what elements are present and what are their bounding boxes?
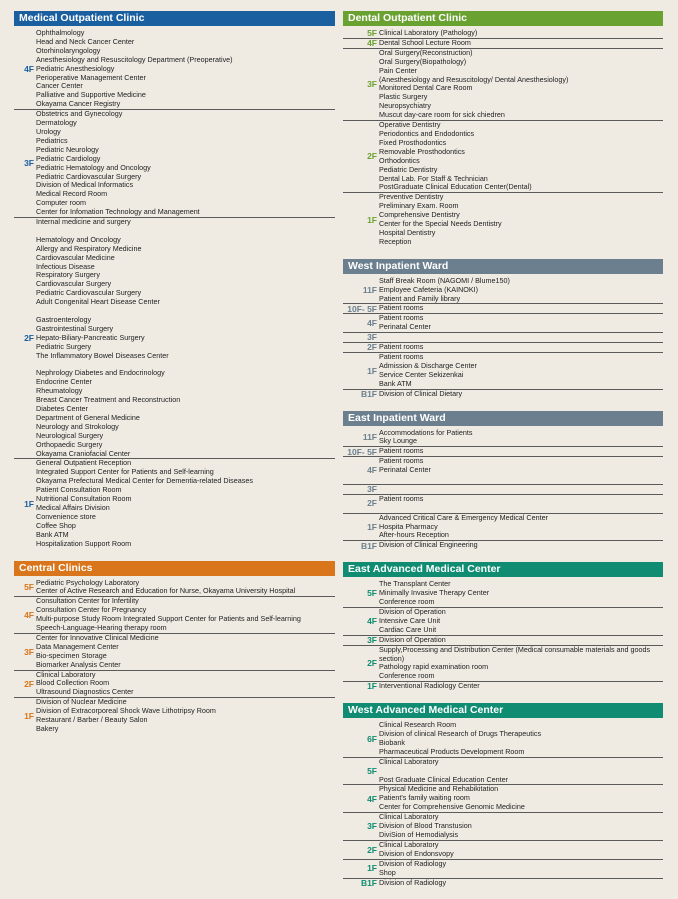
floor-group bbox=[343, 457, 663, 485]
floor-items bbox=[379, 304, 663, 313]
directory-item: Obstetrics and Gynecology bbox=[36, 110, 123, 119]
directory-item: Nutritional Consultation Room bbox=[36, 495, 132, 504]
floor-group bbox=[343, 495, 663, 514]
floor-group bbox=[343, 879, 663, 888]
directory-item: Bakery bbox=[36, 725, 59, 734]
directory-item: Pediatrics bbox=[36, 136, 68, 145]
directory-item: Rheumatology bbox=[36, 387, 83, 396]
floor-label: 2F bbox=[367, 844, 377, 855]
directory-item: Division of Blood Transtusion bbox=[379, 822, 472, 831]
directory-item: Division of clinical Research of Drugs Therapeutics bbox=[379, 730, 542, 739]
directory-item: Clinical Laboratory bbox=[379, 840, 439, 849]
floor-group bbox=[343, 121, 663, 193]
directory-item: Neuropsychiatry bbox=[379, 102, 431, 111]
directory-item: Cardiovascular Surgery bbox=[36, 280, 112, 289]
floor-label: B1F bbox=[360, 388, 377, 399]
floor-label: 5F bbox=[367, 765, 377, 776]
directory-item: Ultrasound Diagnostics Center bbox=[36, 688, 134, 697]
floor-items bbox=[379, 541, 663, 550]
directory-item: Dermatology bbox=[36, 119, 77, 128]
directory-item: Cardiac Care Unit bbox=[379, 625, 437, 634]
directory-item: Patient rooms bbox=[379, 304, 424, 313]
floor-group bbox=[343, 636, 663, 646]
floor-label: 1F bbox=[367, 365, 377, 376]
directory-item: Patient rooms bbox=[379, 457, 424, 466]
section-header: Dental Outpatient Clinic bbox=[343, 11, 663, 26]
directory-item: Accommodations for Patients bbox=[379, 428, 473, 437]
directory-item: Patient's family waiting room bbox=[379, 794, 470, 803]
directory-item: PostGraduate Clinical Education Center(Dental) bbox=[379, 183, 532, 192]
spacer bbox=[379, 475, 663, 484]
directory-item: Intensive Care Unit bbox=[379, 616, 441, 625]
directory-item: Interventional Radiology Center bbox=[379, 682, 480, 691]
directory-item: Diabetes Center bbox=[36, 405, 88, 414]
directory-item: Pediatric Dentistry bbox=[379, 165, 438, 174]
directory-item: Admission & Discharge Center bbox=[379, 361, 477, 370]
section-medical-outpatient-clinic bbox=[14, 11, 335, 549]
directory-item: Oral Surgery(Reconstruction) bbox=[379, 48, 473, 57]
spacer bbox=[36, 361, 335, 370]
directory-item: Center for Infomation Technology and Management bbox=[36, 208, 200, 217]
directory-item: Dental School Lecture Room bbox=[379, 38, 471, 47]
directory-item: Division of Nuclear Medicine bbox=[36, 698, 127, 707]
right-column bbox=[343, 11, 663, 899]
directory-item: Consultation Center for Infertility bbox=[36, 597, 139, 606]
section-header: Central Clinics bbox=[14, 561, 335, 576]
directory-item: Hospitalization Support Room bbox=[36, 539, 132, 548]
directory-item: Gastrointestinal Surgery bbox=[36, 324, 114, 333]
floor-label: 1F bbox=[367, 214, 377, 225]
directory-item: Patient rooms bbox=[379, 494, 424, 503]
directory-item: Bio-specimen Storage bbox=[36, 651, 107, 660]
directory-item: Post Graduate Clinical Education Center bbox=[379, 775, 509, 784]
floor-label: 10F- 5F bbox=[347, 303, 377, 314]
directory-item: Division of Clinical Dietary bbox=[379, 389, 463, 398]
section-header: West Advanced Medical Center bbox=[343, 703, 663, 718]
spacer bbox=[379, 504, 663, 513]
directory-item: Fixed Prosthodontics bbox=[379, 138, 447, 147]
directory-item: Center for Innovative Clinical Medicine bbox=[36, 633, 159, 642]
directory-item: Pain Center bbox=[379, 66, 417, 75]
floor-items bbox=[379, 721, 663, 757]
directory-item: Plastic Surgery bbox=[379, 93, 428, 102]
directory-item: The Transplant Center bbox=[379, 580, 451, 589]
directory-item: Hepato-Biliary-Pancreatic Surgery bbox=[36, 333, 145, 342]
directory-item: Pediatric Anesthesiology bbox=[36, 64, 115, 73]
floor-items bbox=[379, 813, 663, 840]
floor-items bbox=[379, 39, 663, 48]
directory-item: Convenience store bbox=[36, 512, 96, 521]
floor-items bbox=[379, 390, 663, 399]
directory-item: Pediatric Neurology bbox=[36, 145, 99, 154]
directory-item: Clinical Laboratory bbox=[379, 813, 439, 822]
directory-item: Okayama Prefectural Medical Center for Dementia-related Diseases bbox=[36, 477, 253, 486]
directory-item: Multi-purpose Study Room Integrated Support Center for Patients and Self-learning bbox=[36, 615, 301, 624]
floor-items bbox=[379, 29, 663, 38]
directory-item: Patient Consultation Room bbox=[36, 486, 122, 495]
floor-items bbox=[379, 682, 663, 691]
floor-label: 3F bbox=[367, 332, 377, 343]
directory-item: Reception bbox=[379, 237, 412, 246]
directory-item: Otorhinolaryngology bbox=[36, 46, 101, 55]
directory-item: Cardiovascular Medicine bbox=[36, 253, 115, 262]
directory-item: Patient rooms bbox=[379, 314, 424, 323]
floor-label: 11F bbox=[362, 284, 377, 295]
floor-group bbox=[343, 841, 663, 860]
directory-item: Pediatric Cardiovascular Surgery bbox=[36, 172, 142, 181]
directory-item: Periodontics and Endodontics bbox=[379, 129, 475, 138]
floor-items bbox=[36, 218, 335, 458]
directory-item: Advanced Critical Care & Emergency Medical Center bbox=[379, 513, 548, 522]
spacer bbox=[379, 333, 663, 342]
floor-items bbox=[379, 758, 663, 785]
floor-items bbox=[379, 457, 663, 484]
section-east-advanced-medical-center bbox=[343, 562, 663, 691]
directory-item: Patient and Family library bbox=[379, 294, 461, 303]
directory-item: Center for the Special Needs Dentistry bbox=[379, 220, 502, 229]
floor-label: 4F bbox=[367, 616, 377, 627]
directory-item: Minimally Invasive Therapy Center bbox=[379, 589, 490, 598]
directory-item: Preventive Dentistry bbox=[379, 193, 444, 202]
floor-group bbox=[14, 29, 335, 110]
directory-item: Clinical Research Room bbox=[379, 721, 457, 730]
floor-label: 3F bbox=[367, 634, 377, 645]
floor-group bbox=[343, 39, 663, 49]
directory-item: The Inflammatory Bowel Diseases Center bbox=[36, 351, 169, 360]
section-header: Medical Outpatient Clinic bbox=[14, 11, 335, 26]
directory-item: Okayama Craniofacial Center bbox=[36, 449, 131, 458]
floor-items bbox=[36, 698, 335, 734]
directory-item: Infectious Disease bbox=[36, 262, 95, 271]
floor-items bbox=[379, 447, 663, 456]
floor-label: 1F bbox=[367, 863, 377, 874]
directory-item: Service Center Sekizenkai bbox=[379, 370, 464, 379]
floor-group bbox=[14, 634, 335, 671]
section-header: East Inpatient Ward bbox=[343, 411, 663, 426]
directory-item: Dental Lab. For Staff & Technician bbox=[379, 174, 488, 183]
directory-item: Nephrology Diabetes and Endocrinology bbox=[36, 369, 165, 378]
directory-item: Gastroenterology bbox=[36, 315, 92, 324]
directory-item: Data Management Center bbox=[36, 642, 119, 651]
floor-label: 2F bbox=[367, 498, 377, 509]
floor-label: 2F bbox=[367, 342, 377, 353]
floor-items bbox=[379, 314, 663, 332]
directory-item: Physical Medicine and Rehabikitation bbox=[379, 785, 499, 794]
floor-label: 3F bbox=[367, 484, 377, 495]
floor-group bbox=[343, 860, 663, 879]
directory-item: Okayama Cancer Registry bbox=[36, 100, 121, 109]
directory-item: Pediatric Psychology Laboratory bbox=[36, 578, 140, 587]
floor-group bbox=[14, 110, 335, 218]
directory-item: DiviSion of Hemodialysis bbox=[379, 830, 459, 839]
directory-item: Internal medicine and surgery bbox=[36, 218, 131, 227]
directory-item: Oral Surgery(Biopathology) bbox=[379, 57, 467, 66]
floor-label: B1F bbox=[360, 877, 377, 888]
directory-item: Neurological Surgery bbox=[36, 431, 104, 440]
directory-item: Computer room bbox=[36, 199, 86, 208]
floor-group bbox=[343, 514, 663, 542]
floor-label: 1F bbox=[24, 710, 34, 721]
floor-items bbox=[36, 579, 335, 597]
section-header: East Advanced Medical Center bbox=[343, 562, 663, 577]
floor-label: 4F bbox=[367, 465, 377, 476]
floor-items bbox=[379, 646, 663, 682]
floor-items bbox=[36, 110, 335, 217]
floor-group bbox=[343, 429, 663, 448]
directory-item: Patient rooms bbox=[379, 343, 424, 352]
directory-item: Hospita Pharmacy bbox=[379, 522, 438, 531]
floor-items bbox=[379, 636, 663, 645]
floor-items bbox=[379, 879, 663, 888]
directory-item: Pathology rapid examination room bbox=[379, 663, 489, 672]
section-west-inpatient-ward bbox=[343, 259, 663, 399]
directory-item: Ophthalmology bbox=[36, 29, 85, 37]
floor-label: 4F bbox=[367, 38, 377, 49]
directory-item: Preliminary Exam. Room bbox=[379, 202, 459, 211]
floor-items bbox=[379, 514, 663, 541]
directory-item: (Anesthesiology and Resuscitology/ Dental Anesthesiology) bbox=[379, 75, 569, 84]
floor-group bbox=[14, 597, 335, 634]
directory-item: Speech-Language-Hearing therapy room bbox=[36, 624, 167, 633]
directory-item: Conference room bbox=[379, 672, 435, 681]
floor-group bbox=[343, 343, 663, 353]
directory-item: Medical Record Room bbox=[36, 190, 108, 199]
directory-item: Pediatric Cardiology bbox=[36, 154, 101, 163]
directory-item: Allergy and Respiratory Medicine bbox=[36, 244, 142, 253]
floor-label: 3F bbox=[24, 646, 34, 657]
directory-item: Bank ATM bbox=[36, 530, 69, 539]
floor-items bbox=[36, 671, 335, 698]
directory-item: General Outpatient Reception bbox=[36, 459, 132, 468]
directory-item: Perinatal Center bbox=[379, 466, 431, 475]
floor-group bbox=[343, 541, 663, 550]
floor-group bbox=[14, 698, 335, 734]
directory-item: Hematology and Oncology bbox=[36, 235, 121, 244]
floor-items bbox=[379, 495, 663, 513]
directory-item: Operative Dentistry bbox=[379, 121, 441, 130]
directory-item: Division of Clinical Engineering bbox=[379, 541, 478, 550]
directory-item: Breast Cancer Treatment and Reconstruction bbox=[36, 396, 181, 405]
directory-item: Anesthesiology and Resuscitology Department (Preoperative) bbox=[36, 55, 233, 64]
directory-item: Bank ATM bbox=[379, 379, 412, 388]
floor-group bbox=[343, 646, 663, 683]
floor-group bbox=[343, 785, 663, 813]
spacer bbox=[36, 227, 335, 236]
floor-items bbox=[379, 277, 663, 304]
section-central-clinics bbox=[14, 561, 335, 734]
directory-item: Division of Medical Informatics bbox=[36, 181, 134, 190]
spacer bbox=[36, 307, 335, 316]
floor-items bbox=[36, 29, 335, 109]
floor-group bbox=[343, 49, 663, 121]
floor-group bbox=[343, 353, 663, 390]
floor-group bbox=[343, 333, 663, 343]
floor-items bbox=[379, 49, 663, 120]
directory-item: Comprehensive Dentistry bbox=[379, 211, 460, 220]
floor-items bbox=[379, 580, 663, 607]
directory-item: Muscut day-care room for sick chiedren bbox=[379, 111, 505, 120]
directory-item: Division of Extracorporeal Shock Wave Lithotripsy Room bbox=[36, 707, 216, 716]
directory-item: Division of Operation bbox=[379, 635, 446, 644]
floor-group bbox=[343, 608, 663, 636]
floor-items bbox=[36, 597, 335, 633]
floor-items bbox=[36, 459, 335, 548]
directory-item: Clinical Laboratory bbox=[379, 757, 439, 766]
floor-label: 5F bbox=[24, 582, 34, 593]
floor-group bbox=[343, 447, 663, 457]
directory-item: Center for Comprehensive Genomic Medicine bbox=[379, 803, 525, 812]
floor-items bbox=[379, 608, 663, 635]
directory-item: Pediatric Surgery bbox=[36, 342, 92, 351]
floor-group bbox=[343, 721, 663, 758]
directory-item: Head and Neck Cancer Center bbox=[36, 37, 135, 46]
floor-group bbox=[343, 193, 663, 246]
floor-items bbox=[379, 485, 663, 494]
directory-item: After-hours Reception bbox=[379, 531, 449, 540]
floor-group bbox=[343, 390, 663, 399]
directory-item: Patient rooms bbox=[379, 352, 424, 361]
directory-item: Adult Congenital Heart Disease Center bbox=[36, 298, 160, 307]
floor-group bbox=[343, 758, 663, 786]
left-column bbox=[14, 11, 335, 746]
directory-item: Employee Cafeteria (KAINOKI) bbox=[379, 285, 479, 294]
floor-group bbox=[14, 671, 335, 699]
floor-label: 2F bbox=[367, 151, 377, 162]
directory-item: Department of General Medicine bbox=[36, 413, 140, 422]
directory-item: Division of Radiology bbox=[379, 859, 447, 868]
floor-label: 3F bbox=[24, 158, 34, 169]
directory-item: Cancer Center bbox=[36, 82, 83, 91]
floor-items bbox=[379, 860, 663, 878]
floor-group bbox=[343, 314, 663, 333]
floor-label: 2F bbox=[24, 332, 34, 343]
spacer bbox=[379, 485, 663, 494]
floor-items bbox=[379, 343, 663, 352]
floor-label: 2F bbox=[24, 678, 34, 689]
directory-item: Coffee Shop bbox=[36, 521, 76, 530]
section-header: West Inpatient Ward bbox=[343, 259, 663, 274]
floor-items bbox=[379, 429, 663, 447]
directory-item: Sky Lounge bbox=[379, 437, 417, 446]
directory-item: Perioperative Management Center bbox=[36, 73, 146, 82]
directory-item: Conference room bbox=[379, 598, 435, 607]
floor-label: 11F bbox=[362, 432, 377, 443]
directory-item: Monitored Dental Care Room bbox=[379, 84, 473, 93]
floor-label: 3F bbox=[367, 821, 377, 832]
floor-label: 6F bbox=[367, 733, 377, 744]
directory-item: Patient rooms bbox=[379, 447, 424, 456]
directory-item: Division of Operation bbox=[379, 607, 446, 616]
directory-item: Pediatric Hematology and Oncology bbox=[36, 163, 151, 172]
floor-label: B1F bbox=[360, 540, 377, 551]
floor-label: 1F bbox=[24, 498, 34, 509]
floor-group bbox=[343, 682, 663, 691]
floor-label: 5F bbox=[367, 28, 377, 39]
floor-group bbox=[14, 579, 335, 598]
floor-label: 4F bbox=[367, 793, 377, 804]
floor-label: 5F bbox=[367, 588, 377, 599]
directory-item: Biomarker Analysis Center bbox=[36, 660, 121, 669]
directory-item: Pharmaceutical Products Development Room bbox=[379, 747, 525, 756]
directory-item: Hospital Dentistry bbox=[379, 228, 436, 237]
spacer bbox=[379, 767, 663, 776]
directory-item: Neurology and Strokology bbox=[36, 422, 119, 431]
floor-group bbox=[343, 304, 663, 314]
directory-item: Shop bbox=[379, 868, 396, 877]
floor-items bbox=[379, 841, 663, 859]
floor-label: 10F- 5F bbox=[347, 446, 377, 457]
floor-label: 2F bbox=[367, 658, 377, 669]
directory-item: Palliative and Supportive Medicine bbox=[36, 91, 146, 100]
floor-label: 4F bbox=[367, 318, 377, 329]
floor-items bbox=[379, 785, 663, 812]
floor-label: 4F bbox=[24, 609, 34, 620]
floor-group bbox=[343, 29, 663, 39]
directory-item: Consultation Center for Pregnancy bbox=[36, 606, 147, 615]
directory-item: Perinatal Center bbox=[379, 323, 431, 332]
floor-label: 4F bbox=[24, 63, 34, 74]
floor-group bbox=[14, 459, 335, 548]
floor-label: 1F bbox=[367, 681, 377, 692]
directory-item: Supply,Processing and Distribution Center (Medical consumable materials and goods section) bbox=[379, 645, 651, 663]
directory-item: Division of Endonsvopy bbox=[379, 849, 454, 858]
floor-label: 1F bbox=[367, 521, 377, 532]
directory-item: Restaurant / Barber / Beauty Salon bbox=[36, 716, 148, 725]
directory-item: Urology bbox=[36, 127, 61, 136]
floor-group bbox=[343, 580, 663, 608]
directory-item: Respiratory Surgery bbox=[36, 271, 100, 280]
floor-label: 3F bbox=[367, 79, 377, 90]
directory-item: Clinical Laboratory (Pathology) bbox=[379, 29, 478, 37]
directory-item: Orthopaedic Surgery bbox=[36, 440, 103, 449]
directory-item: Staff Break Room (NAGOMI / Blume150) bbox=[379, 276, 510, 285]
floor-group bbox=[343, 813, 663, 841]
directory-item: Clinical Laboratory bbox=[36, 670, 96, 679]
directory-item: Pediatric Cardiovascular Surgery bbox=[36, 289, 142, 298]
floor-items bbox=[36, 634, 335, 670]
floor-group bbox=[343, 485, 663, 495]
directory-item: Center of Active Research and Education for Nurse, Okayama University Hospital bbox=[36, 587, 296, 596]
directory-item: Division of Radiology bbox=[379, 878, 447, 887]
section-east-inpatient-ward bbox=[343, 411, 663, 551]
section-west-advanced-medical-center bbox=[343, 703, 663, 887]
floor-items bbox=[379, 333, 663, 342]
floor-items bbox=[379, 193, 663, 246]
floor-items bbox=[379, 353, 663, 389]
directory-item: Medical Affairs Division bbox=[36, 503, 110, 512]
directory-item: Orthodontics bbox=[379, 156, 420, 165]
directory-item: Blood Collection Room bbox=[36, 679, 110, 688]
floor-items bbox=[379, 121, 663, 192]
section-dental-outpatient-clinic bbox=[343, 11, 663, 247]
directory-item: Removable Prosthodontics bbox=[379, 147, 465, 156]
floor-group bbox=[343, 277, 663, 305]
directory-item: Integrated Support Center for Patients and Self-learning bbox=[36, 468, 214, 477]
directory-item: Endocrine Center bbox=[36, 378, 92, 387]
directory-item: Biobank bbox=[379, 738, 405, 747]
floor-group bbox=[14, 218, 335, 459]
